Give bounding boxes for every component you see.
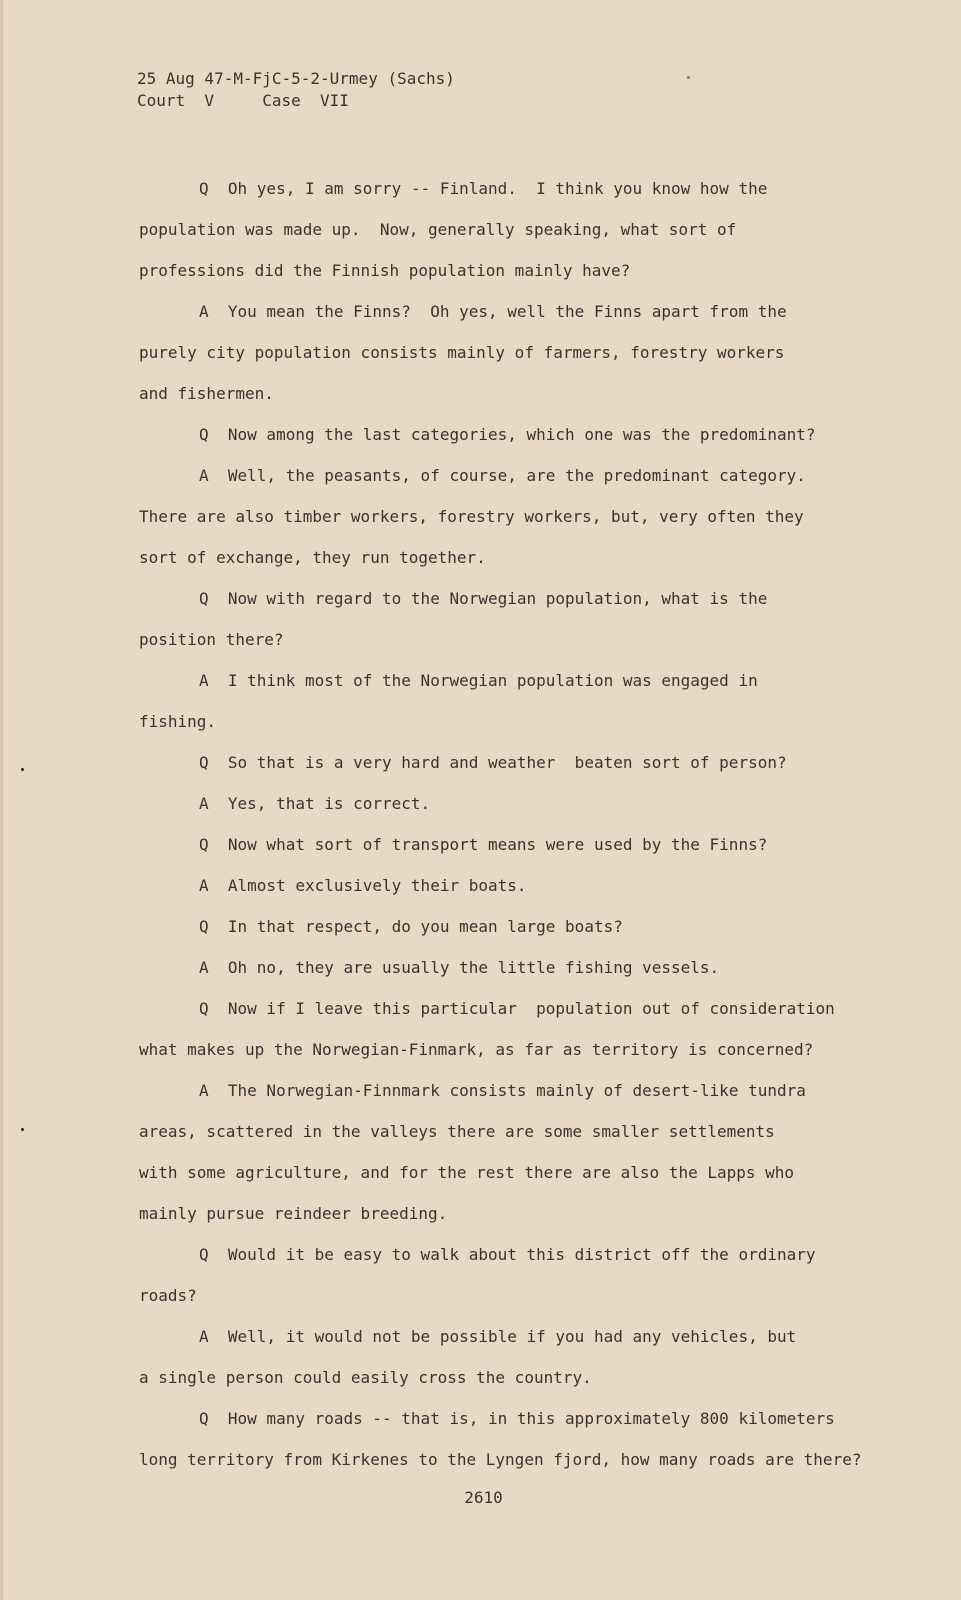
transcript-line: A Oh no, they are usually the little fishing vessels. [199,958,720,977]
transcript-line: There are also timber workers, forestry workers, but, very often they [139,507,804,526]
transcript-line: and fishermen. [139,384,274,403]
transcript-line: Q Would it be easy to walk about this district off the ordinary [199,1245,816,1264]
transcript-line: professions did the Finnish population mainly have? [139,261,631,280]
transcript-line: Q How many roads -- that is, in this approximately 800 kilometers [199,1409,835,1428]
transcript-line: purely city population consists mainly of farmers, forestry workers [139,343,785,362]
transcript-line: fishing. [139,712,217,731]
transcript-line: A Well, it would not be possible if you had any vehicles, but [199,1327,797,1346]
paper-speck [21,1128,24,1131]
page-number: 2610 [464,1488,503,1507]
document-header [137,68,455,112]
transcript-line: Q So that is a very hard and weather beaten sort of person? [199,753,787,772]
transcript-line: Q Oh yes, I am sorry -- Finland. I think you know how the [199,179,768,198]
transcript-line: areas, scattered in the valleys there are some smaller settlements [139,1122,775,1141]
transcript-line: population was made up. Now, generally speaking, what sort of [139,220,737,239]
transcript-line: Q Now with regard to the Norwegian population, what is the [199,589,768,608]
transcript-line: Q In that respect, do you mean large boats? [199,917,623,936]
header-line-1: 25 Aug 47-M-FjC-5-2-Urmey (Sachs) [137,69,455,88]
header-line-2: Court V Case VII [137,91,349,110]
paper-speck [21,768,24,771]
transcript-line: sort of exchange, they run together. [139,548,486,567]
transcript-line: roads? [139,1286,197,1305]
transcript-line: A I think most of the Norwegian population was engaged in [199,671,758,690]
transcript-line: a single person could easily cross the country. [139,1368,592,1387]
transcript-line: Q Now what sort of transport means were used by the Finns? [199,835,768,854]
transcript-line: A Well, the peasants, of course, are the predominant category. [199,466,806,485]
transcript-line: Q Now if I leave this particular population out of consideration [199,999,835,1018]
transcript-line: Q Now among the last categories, which one was the predominant? [199,425,816,444]
transcript-line: mainly pursue reindeer breeding. [139,1204,448,1223]
transcript-line: A The Norwegian-Finnmark consists mainly of desert-like tundra [199,1081,806,1100]
transcript-line: A Almost exclusively their boats. [199,876,527,895]
paper-speck [687,76,690,79]
transcript-line: with some agriculture, and for the rest there are also the Lapps who [139,1163,795,1182]
transcript-line: position there? [139,630,284,649]
transcript-line: what makes up the Norwegian-Finmark, as far as territory is concerned? [139,1040,814,1059]
transcript-body [139,168,929,1480]
transcript-line: A Yes, that is correct. [199,794,431,813]
transcript-line: long territory from Kirkenes to the Lyngen fjord, how many roads are there? [139,1450,862,1469]
transcript-line: A You mean the Finns? Oh yes, well the Finns apart from the [199,302,787,321]
